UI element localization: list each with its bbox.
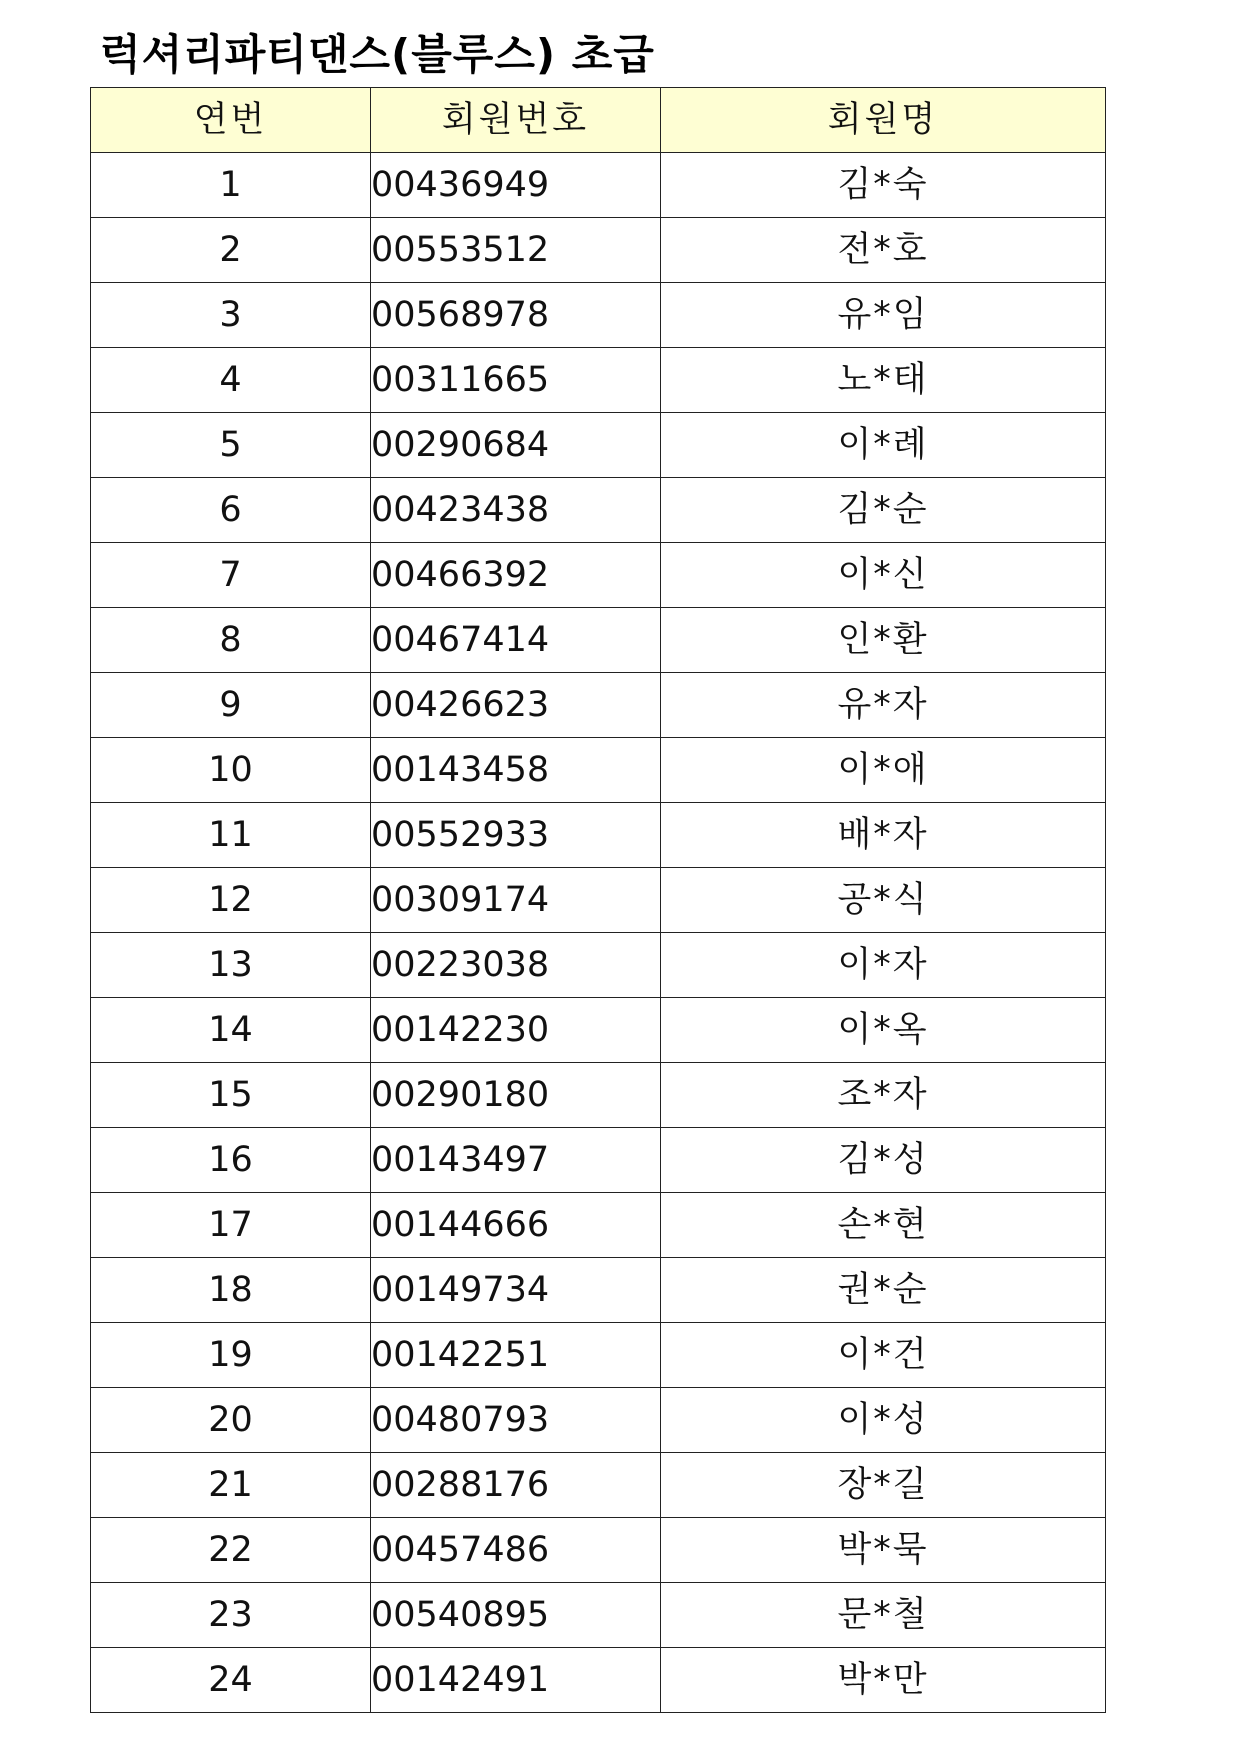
member-id-cell: 00553512	[371, 218, 661, 283]
row-number-cell: 17	[91, 1193, 371, 1258]
table-row	[91, 348, 1106, 413]
member-name-cell: 문*철	[661, 1583, 1106, 1648]
member-id-cell: 00568978	[371, 283, 661, 348]
member-name-cell: 배*자	[661, 803, 1106, 868]
member-name-cell: 노*태	[661, 348, 1106, 413]
table-header-row	[91, 88, 1106, 153]
page-title: 럭셔리파티댄스(블루스) 초급	[100, 30, 655, 79]
row-number-cell: 3	[91, 283, 371, 348]
member-id-cell: 00467414	[371, 608, 661, 673]
table-row	[91, 738, 1106, 803]
row-number-cell: 22	[91, 1518, 371, 1583]
member-name-cell: 이*자	[661, 933, 1106, 998]
row-number-cell: 15	[91, 1063, 371, 1128]
member-name-cell: 유*자	[661, 673, 1106, 738]
table-row	[91, 1388, 1106, 1453]
member-name-cell: 권*순	[661, 1258, 1106, 1323]
row-number-cell: 24	[91, 1648, 371, 1713]
table-row	[91, 1648, 1106, 1713]
member-name-cell: 유*임	[661, 283, 1106, 348]
row-number-cell: 19	[91, 1323, 371, 1388]
row-number-cell: 23	[91, 1583, 371, 1648]
table-row	[91, 1323, 1106, 1388]
member-id-cell: 00540895	[371, 1583, 661, 1648]
row-number-cell: 7	[91, 543, 371, 608]
row-number-cell: 14	[91, 998, 371, 1063]
member-id-cell: 00143497	[371, 1128, 661, 1193]
member-id-cell: 00143458	[371, 738, 661, 803]
member-name-cell: 조*자	[661, 1063, 1106, 1128]
table-row	[91, 218, 1106, 283]
table-row	[91, 1518, 1106, 1583]
member-name-cell: 이*성	[661, 1388, 1106, 1453]
member-id-cell: 00288176	[371, 1453, 661, 1518]
table-row	[91, 153, 1106, 218]
member-name-cell: 이*건	[661, 1323, 1106, 1388]
row-number-cell: 18	[91, 1258, 371, 1323]
member-name-cell: 공*식	[661, 868, 1106, 933]
row-number-cell: 21	[91, 1453, 371, 1518]
table-row	[91, 803, 1106, 868]
table-row	[91, 1128, 1106, 1193]
member-id-cell: 00311665	[371, 348, 661, 413]
table-row	[91, 1063, 1106, 1128]
member-name-cell: 박*만	[661, 1648, 1106, 1713]
table-row	[91, 933, 1106, 998]
member-id-cell: 00552933	[371, 803, 661, 868]
member-name-cell: 장*길	[661, 1453, 1106, 1518]
member-name-cell: 이*옥	[661, 998, 1106, 1063]
member-id-cell: 00142251	[371, 1323, 661, 1388]
member-id-cell: 00423438	[371, 478, 661, 543]
table-row	[91, 413, 1106, 478]
table-row	[91, 998, 1106, 1063]
member-table	[90, 87, 1106, 1713]
member-name-cell: 김*숙	[661, 153, 1106, 218]
column-header-member-id: 회원번호	[371, 88, 661, 153]
table-body	[91, 153, 1106, 1713]
table-row	[91, 1258, 1106, 1323]
member-name-cell: 이*례	[661, 413, 1106, 478]
member-name-cell: 이*신	[661, 543, 1106, 608]
member-name-cell: 이*애	[661, 738, 1106, 803]
table-row	[91, 1453, 1106, 1518]
member-id-cell: 00290684	[371, 413, 661, 478]
table-row	[91, 868, 1106, 933]
member-name-cell: 박*묵	[661, 1518, 1106, 1583]
member-id-cell: 00144666	[371, 1193, 661, 1258]
column-header-no: 연번	[91, 88, 371, 153]
row-number-cell: 20	[91, 1388, 371, 1453]
member-id-cell: 00466392	[371, 543, 661, 608]
member-name-cell: 손*현	[661, 1193, 1106, 1258]
member-id-cell: 00480793	[371, 1388, 661, 1453]
table-row	[91, 478, 1106, 543]
member-name-cell: 김*순	[661, 478, 1106, 543]
table-row	[91, 543, 1106, 608]
table-row	[91, 673, 1106, 738]
row-number-cell: 5	[91, 413, 371, 478]
row-number-cell: 1	[91, 153, 371, 218]
member-id-cell: 00142491	[371, 1648, 661, 1713]
member-id-cell: 00457486	[371, 1518, 661, 1583]
member-id-cell: 00290180	[371, 1063, 661, 1128]
member-id-cell: 00149734	[371, 1258, 661, 1323]
member-name-cell: 인*환	[661, 608, 1106, 673]
member-name-cell: 김*성	[661, 1128, 1106, 1193]
table-row	[91, 283, 1106, 348]
row-number-cell: 16	[91, 1128, 371, 1193]
row-number-cell: 2	[91, 218, 371, 283]
row-number-cell: 9	[91, 673, 371, 738]
member-id-cell: 00223038	[371, 933, 661, 998]
member-name-cell: 전*호	[661, 218, 1106, 283]
row-number-cell: 10	[91, 738, 371, 803]
member-id-cell: 00142230	[371, 998, 661, 1063]
row-number-cell: 13	[91, 933, 371, 998]
member-id-cell: 00426623	[371, 673, 661, 738]
member-id-cell: 00436949	[371, 153, 661, 218]
row-number-cell: 11	[91, 803, 371, 868]
table-row	[91, 1193, 1106, 1258]
row-number-cell: 8	[91, 608, 371, 673]
column-header-member-name: 회원명	[661, 88, 1106, 153]
row-number-cell: 6	[91, 478, 371, 543]
table-row	[91, 608, 1106, 673]
row-number-cell: 12	[91, 868, 371, 933]
row-number-cell: 4	[91, 348, 371, 413]
member-id-cell: 00309174	[371, 868, 661, 933]
table-row	[91, 1583, 1106, 1648]
